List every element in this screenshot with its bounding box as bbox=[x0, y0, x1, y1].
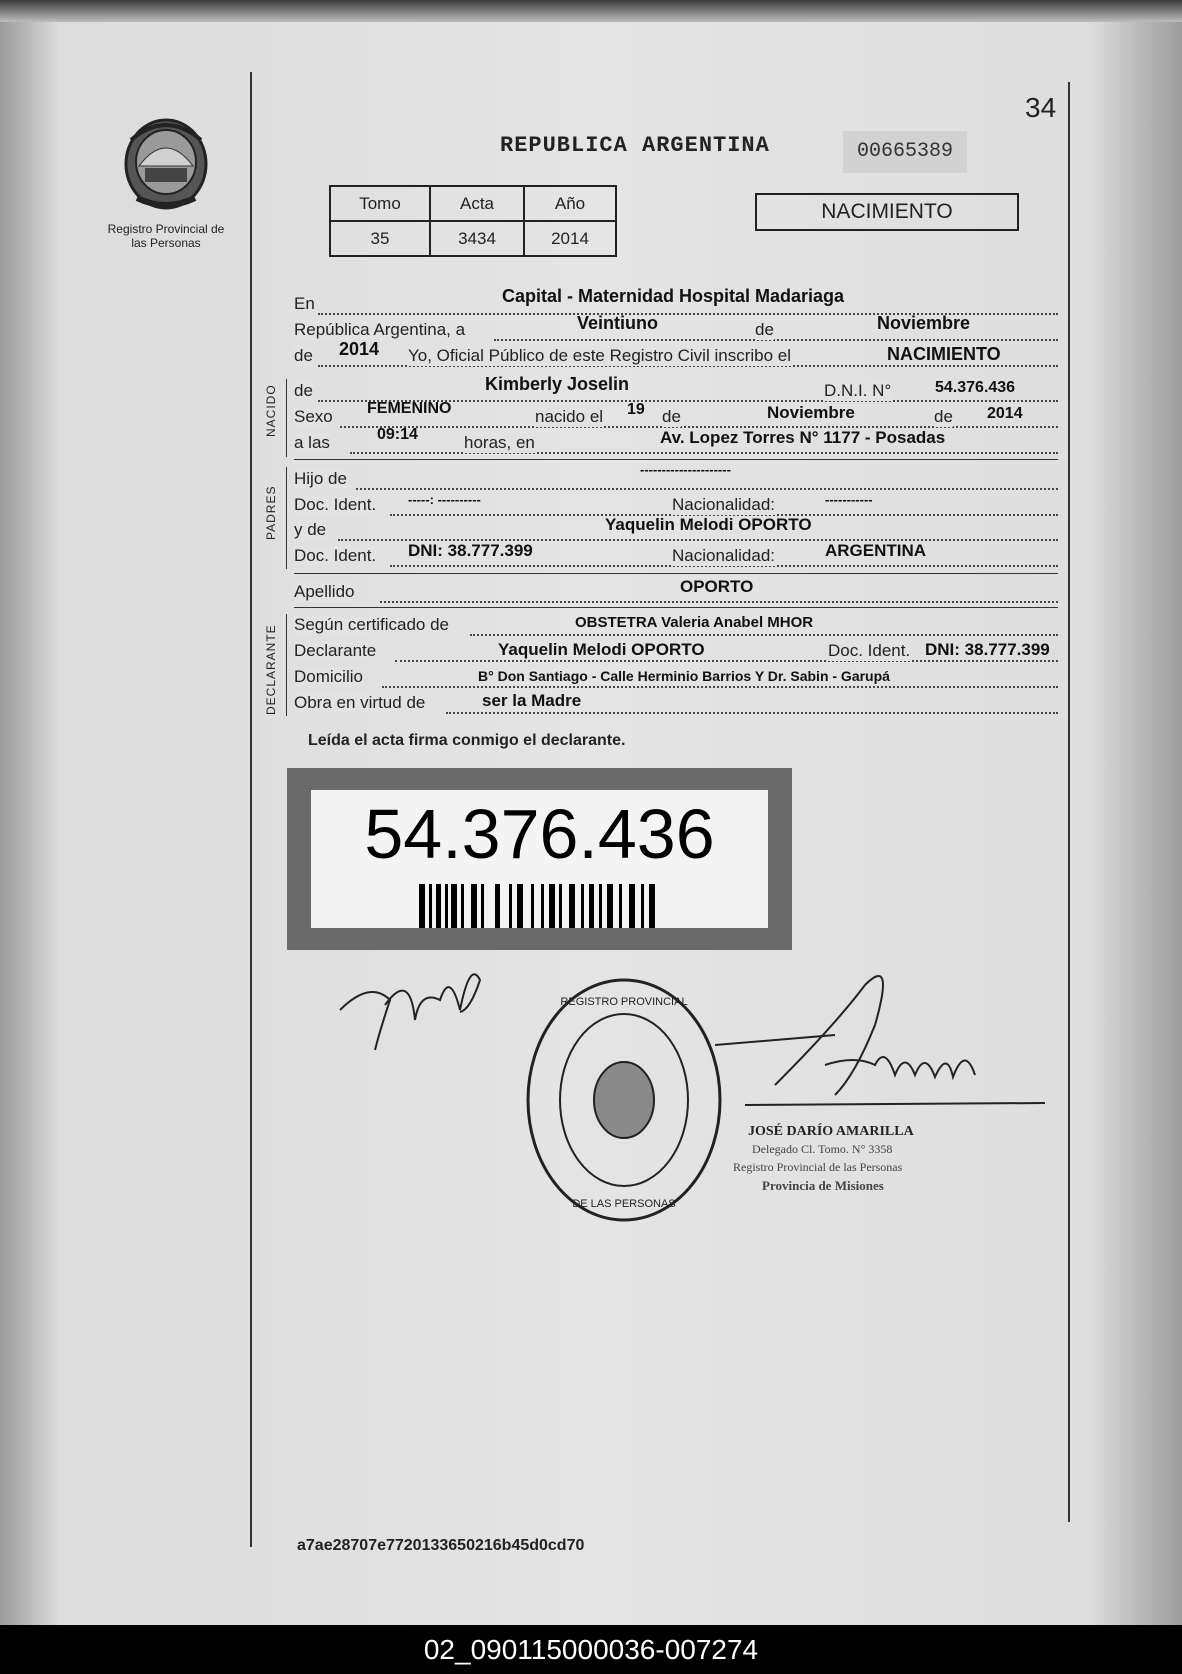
official-stamp bbox=[522, 975, 727, 1225]
reference-table bbox=[329, 185, 617, 257]
official-signature bbox=[715, 965, 1045, 1125]
ref-header-tomo: Tomo bbox=[330, 186, 430, 221]
label-de-nac-anio: de bbox=[934, 407, 953, 426]
value-declarante: Yaquelin Melodi OPORTO bbox=[498, 640, 705, 659]
value-apellido: OPORTO bbox=[680, 577, 754, 596]
barcode bbox=[419, 884, 664, 918]
value-nac-anio: 2014 bbox=[987, 405, 1023, 422]
right-margin-line bbox=[1068, 82, 1070, 1522]
section-nacido: NACIDO bbox=[264, 384, 278, 437]
ref-value-acta: 3434 bbox=[430, 221, 524, 256]
rule-nacido bbox=[294, 459, 1058, 460]
file-id-footer: 02_090115000036-007274 bbox=[0, 1625, 1182, 1674]
label-dni: D.N.I. N° bbox=[824, 381, 892, 400]
official-line2: Registro Provincial de las Personas bbox=[733, 1160, 903, 1174]
label-yo: Yo, Oficial Público de este Registro Civil inscribo el bbox=[408, 346, 791, 365]
ref-value-tomo: 35 bbox=[330, 221, 430, 256]
value-hora: 09:14 bbox=[377, 426, 418, 443]
section-padres: PADRES bbox=[264, 485, 278, 540]
label-alas: a las bbox=[294, 433, 330, 452]
label-en: En bbox=[294, 294, 315, 313]
label-segun: Según certificado de bbox=[294, 615, 449, 634]
svg-text:REGISTRO PROVINCIAL: REGISTRO PROVINCIAL bbox=[560, 996, 688, 1008]
registry-caption: Registro Provincial de las Personas bbox=[107, 222, 225, 250]
page-number: 34 bbox=[1025, 92, 1057, 123]
label-hijo: Hijo de bbox=[294, 469, 347, 488]
value-madre-doc: DNI: 38.777.399 bbox=[408, 541, 533, 560]
svg-text:DE LAS PERSONAS: DE LAS PERSONAS bbox=[572, 1198, 676, 1210]
value-nac-mes: Noviembre bbox=[767, 403, 855, 422]
value-direccion-nac: Av. Lopez Torres N° 1177 - Posadas bbox=[660, 428, 946, 447]
value-dia: Veintiuno bbox=[577, 313, 658, 333]
value-padre-nac: ----------- bbox=[825, 492, 873, 507]
label-padre-doc: Doc. Ident. bbox=[294, 495, 377, 514]
section-declarante: DECLARANTE bbox=[264, 624, 278, 715]
official-line1: Delegado Cl. Tomo. N° 3358 bbox=[752, 1142, 893, 1156]
declarant-signature bbox=[330, 950, 510, 1060]
label-republica: República Argentina, a bbox=[294, 320, 466, 339]
label-de-nombre: de bbox=[294, 381, 313, 400]
serial-number: 00665389 bbox=[843, 131, 967, 173]
document-hash: a7ae28707e7720133650216b45d0cd70 bbox=[297, 1537, 585, 1554]
label-sexo: Sexo bbox=[294, 407, 333, 426]
value-nac-dia: 19 bbox=[627, 401, 645, 418]
label-yde: y de bbox=[294, 520, 327, 539]
value-mes: Noviembre bbox=[877, 313, 971, 333]
dni-badge-panel bbox=[311, 790, 768, 928]
label-declarante: Declarante bbox=[294, 641, 377, 660]
bracket-declarante bbox=[286, 614, 287, 716]
province-logo-icon bbox=[117, 110, 215, 214]
official-name: JOSÉ DARÍO AMARILLA bbox=[748, 1124, 914, 1139]
label-madre-nac: Nacionalidad: bbox=[672, 546, 776, 565]
barcode-icon bbox=[419, 884, 664, 928]
top-edge-shadow bbox=[0, 0, 1182, 22]
label-de-anio: de bbox=[294, 346, 313, 365]
value-lugar: Capital - Maternidad Hospital Madariaga bbox=[502, 286, 845, 306]
value-tipo: NACIMIENTO bbox=[887, 344, 1001, 364]
label-de-nac-mes: de bbox=[662, 407, 681, 426]
value-padre-doc: -----: ---------- bbox=[408, 492, 481, 507]
value-certificado: OBSTETRA Valeria Anabel MHOR bbox=[575, 614, 814, 631]
value-madre-nac: ARGENTINA bbox=[825, 541, 927, 560]
value-dni: 54.376.436 bbox=[935, 379, 1016, 396]
value-obra: ser la Madre bbox=[482, 691, 582, 710]
official-line3: Provincia de Misiones bbox=[762, 1178, 884, 1193]
label-nacido: nacido el bbox=[535, 407, 604, 426]
label-madre-doc: Doc. Ident. bbox=[294, 546, 377, 565]
value-sexo: FEMENINO bbox=[367, 400, 452, 417]
label-declarante-doc: Doc. Ident. bbox=[828, 641, 911, 660]
rule-padres bbox=[294, 573, 1058, 574]
value-padre: --------------------- bbox=[640, 462, 731, 477]
country-title: REPUBLICA ARGENTINA bbox=[500, 133, 770, 158]
bracket-nacido bbox=[286, 379, 287, 457]
value-declarante-doc: DNI: 38.777.399 bbox=[925, 640, 1050, 659]
rule-apellido bbox=[294, 607, 1058, 608]
ref-header-acta: Acta bbox=[430, 186, 524, 221]
left-margin-line bbox=[250, 72, 252, 1547]
dni-badge bbox=[287, 768, 792, 950]
label-obra: Obra en virtud de bbox=[294, 693, 426, 712]
label-apellido: Apellido bbox=[294, 582, 355, 601]
act-type-box: NACIMIENTO bbox=[755, 193, 1019, 231]
label-domicilio: Domicilio bbox=[294, 667, 363, 686]
ref-value-anio: 2014 bbox=[524, 221, 616, 256]
value-madre: Yaquelin Melodi OPORTO bbox=[605, 515, 812, 534]
closing-statement: Leída el acta firma conmigo el declarante. bbox=[308, 732, 626, 749]
ref-header-anio: Año bbox=[524, 186, 616, 221]
dni-badge-number: 54.376.436 bbox=[364, 795, 715, 873]
label-padre-nac: Nacionalidad: bbox=[672, 495, 776, 514]
value-domicilio: B° Don Santiago - Calle Herminio Barrios Y Dr. Sabin - Garupá bbox=[478, 668, 890, 684]
label-de-mes: de bbox=[755, 320, 774, 339]
value-nombre: Kimberly Joselin bbox=[485, 374, 630, 394]
bracket-padres bbox=[286, 467, 287, 569]
value-anio: 2014 bbox=[339, 339, 380, 359]
label-horas: horas, en bbox=[464, 433, 535, 452]
